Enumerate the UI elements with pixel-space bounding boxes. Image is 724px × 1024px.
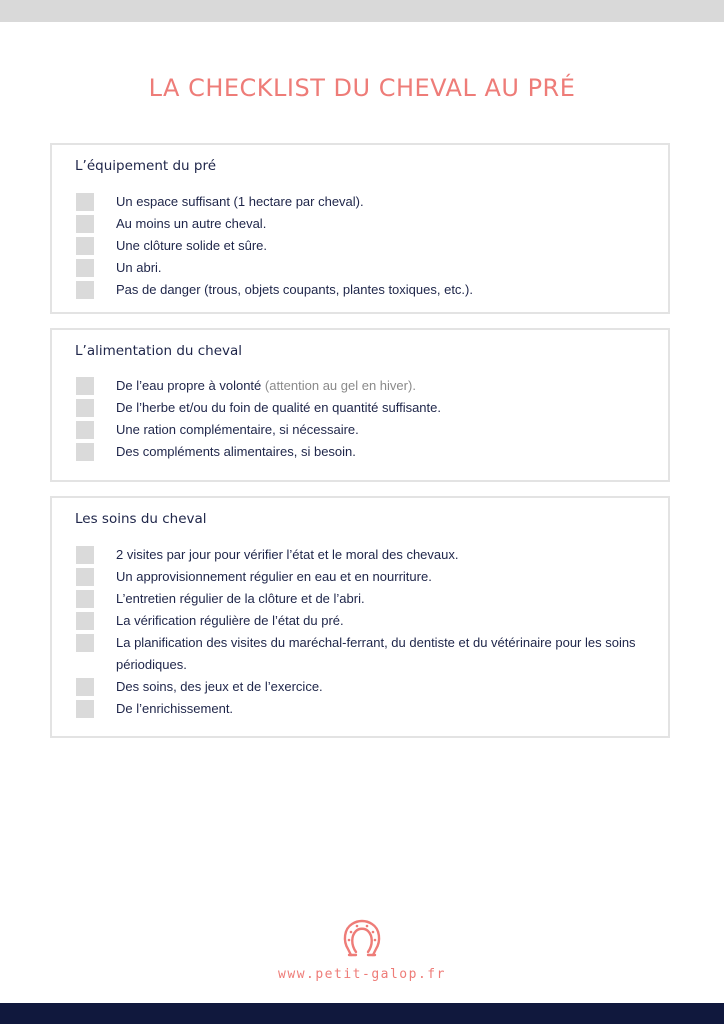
section-title: Les soins du cheval (75, 511, 207, 527)
checklist-item (76, 419, 648, 441)
checkbox[interactable] (76, 612, 94, 630)
section-title: L’alimentation du cheval (75, 343, 243, 359)
item-text: La planification des visites du maréchal-ferrant, du dentiste et du vétérinaire pour les soins périodiques. (116, 635, 636, 672)
checkbox[interactable] (76, 281, 94, 299)
checklist-item (76, 397, 648, 419)
item-text: De l’eau propre à volonté (116, 378, 262, 393)
item-text: Au moins un autre cheval. (116, 216, 267, 231)
checklist-item (76, 441, 648, 463)
checklist-item (76, 213, 648, 235)
checkbox[interactable] (76, 700, 94, 718)
checkbox[interactable] (76, 421, 94, 439)
item-text: 2 visites par jour pour vérifier l’état et le moral des chevaux. (116, 547, 459, 562)
checkbox[interactable] (76, 259, 94, 277)
checklist-item (76, 279, 648, 301)
checklist-item (76, 632, 648, 676)
checkbox[interactable] (76, 237, 94, 255)
checklist-item (76, 698, 648, 720)
checklist-item (76, 566, 648, 588)
item-text: Une ration complémentaire, si nécessaire. (116, 422, 359, 437)
checklist-item (76, 257, 648, 279)
bottom-bar (0, 1003, 724, 1024)
checklist-item (76, 191, 648, 213)
checkbox[interactable] (76, 377, 94, 395)
checkbox[interactable] (76, 634, 94, 652)
checkbox[interactable] (76, 678, 94, 696)
checklist (76, 375, 648, 463)
section-title: L’équipement du pré (75, 158, 217, 174)
checklist-item (76, 544, 648, 566)
item-note: (attention au gel en hiver). (264, 378, 416, 393)
top-bar (0, 0, 724, 22)
page-title: LA CHECKLIST DU CHEVAL AU PRÉ (148, 74, 576, 102)
item-text: L’entretien régulier de la clôture et de l’abri. (116, 591, 365, 606)
item-text: Un espace suffisant (1 hectare par cheval). (116, 194, 364, 209)
item-text: Des compléments alimentaires, si besoin. (116, 444, 356, 459)
checkbox[interactable] (76, 546, 94, 564)
item-text: Pas de danger (trous, objets coupants, plantes toxiques, etc.). (116, 282, 473, 297)
item-text: De l’enrichissement. (116, 701, 234, 716)
checklist (76, 544, 648, 720)
item-text: De l’herbe et/ou du foin de qualité en quantité suffisante. (116, 400, 441, 415)
checkbox[interactable] (76, 568, 94, 586)
section-equipement (50, 143, 670, 314)
horseshoe-icon (340, 916, 384, 960)
checklist-item (76, 235, 648, 257)
checklist (76, 191, 648, 301)
item-text: La vérification régulière de l’état du pré. (116, 613, 344, 628)
checklist-item (76, 588, 648, 610)
item-text: Une clôture solide et sûre. (116, 238, 268, 253)
checklist-item (76, 375, 648, 397)
site-url[interactable]: www.petit-galop.fr (278, 967, 446, 982)
item-text: Des soins, des jeux et de l’exercice. (116, 679, 323, 694)
checkbox[interactable] (76, 215, 94, 233)
checkbox[interactable] (76, 399, 94, 417)
checkbox[interactable] (76, 590, 94, 608)
checklist-item (76, 610, 648, 632)
item-text: Un approvisionnement régulier en eau et en nourriture. (116, 569, 432, 584)
section-alimentation (50, 328, 670, 482)
section-soins (50, 496, 670, 738)
checkbox[interactable] (76, 193, 94, 211)
checkbox[interactable] (76, 443, 94, 461)
item-text: Un abri. (116, 260, 162, 275)
checklist-item (76, 676, 648, 698)
